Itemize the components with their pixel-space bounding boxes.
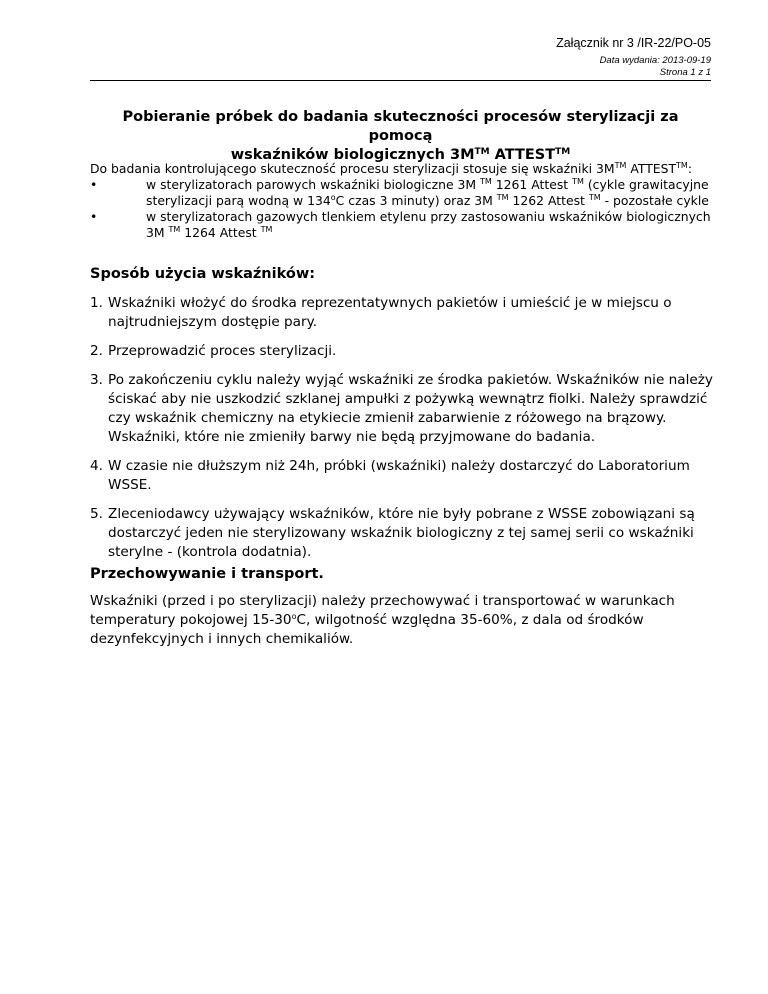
bullet1-text-f: - pozostałe cykle	[600, 193, 709, 208]
bullet2-tm-1: TM	[168, 225, 181, 234]
bullet2-tm-2: TM	[260, 225, 273, 234]
bullet1-text-c: (cykle grawitacyjne sterylizacji parą wodną w 134	[146, 177, 709, 208]
header-page-number: Strona 1 z 1	[659, 67, 711, 78]
intro-text-b: ATTEST	[626, 161, 677, 176]
bullet-symbol: •	[90, 177, 98, 192]
header-annex-number: Załącznik nr 3 /IR-22/PO-05	[556, 36, 711, 50]
bullet1-text-d: C czas 3 minuty) oraz 3M	[335, 193, 497, 208]
title-line-2b: ATTEST	[489, 147, 556, 163]
bullet-steam-sterilizers	[90, 177, 715, 209]
bullet1-text-b: 1261 Attest	[491, 177, 573, 192]
bullet2-text-b: 1264 Attest	[180, 225, 261, 240]
storage-text-b: C, wilgotność względna 35-60%, z dala od środków dezynfekcyjnych i innych chemikaliów.	[90, 612, 644, 647]
usage-step	[90, 505, 715, 562]
bullet2-text-a: w sterylizatorach gazowych tlenkiem etylenu przy zastosowaniu wskaźników biologicznych 3M	[146, 209, 711, 240]
title-line-2a: wskaźników biologicznych 3M	[230, 147, 475, 163]
bullet-gas-sterilizers	[90, 209, 715, 241]
usage-step	[90, 294, 715, 332]
bullet1-tm-3: TM	[496, 193, 509, 202]
step-number: 5.	[90, 506, 103, 522]
sterilizer-bullet-list	[90, 177, 715, 241]
header-divider	[90, 80, 711, 81]
bullet1-tm-2: TM	[572, 177, 584, 186]
intro-paragraph	[90, 161, 715, 177]
intro-tm-1: TM	[614, 161, 627, 170]
storage-heading: Przechowywanie i transport.	[90, 566, 324, 582]
title-line-1: Pobieranie próbek do badania skuteczności procesów sterylizacji za pomocą	[122, 109, 679, 144]
usage-heading: Sposób użycia wskaźników:	[90, 266, 316, 282]
step-text: Wskaźniki włożyć do środka reprezentatywnych pakietów i umieścić je w miejscu o najtrudniejszym dostępie pary.	[108, 295, 672, 330]
step-text: W czasie nie dłuższym niż 24h, próbki (wskaźniki) należy dostarczyć do Laboratorium WSSE.	[108, 458, 690, 493]
step-number: 1.	[90, 295, 103, 311]
usage-step	[90, 371, 715, 447]
bullet-symbol: •	[90, 209, 98, 224]
title-tm-2: TM	[555, 147, 571, 157]
header-issue-date: Data wydania: 2013-09-19	[599, 55, 711, 66]
intro-text-c: :	[687, 161, 693, 176]
step-text: Zleceniodawcy używający wskaźników, które nie były pobrane z WSSE zobowiązani są dostarczyć jeden nie sterylizowany wskaźnik biologiczny z tej samej serii co wskaźniki sterylne - (kontrola dodatnia).	[108, 506, 695, 560]
storage-text-a: Wskaźniki (przed i po sterylizacji) należy przechowywać i transportować w warunkach temperatury pokojowej 15-30	[90, 593, 675, 628]
bullet1-tm-1: TM	[480, 177, 492, 186]
step-text: Po zakończeniu cyklu należy wyjąć wskaźniki ze środka pakietów. Wskaźników nie należy ściskać aby nie uszkodzić szklanej ampułki z pożywką wewnątrz fiolki. Należy sprawdzić czy wskaźnik chemiczny na etykiecie zmienił zabarwienie z różowego na brązowy. Wskaźniki, które nie zmieniły barwy nie będą przyjmowane do badania.	[108, 372, 713, 445]
usage-step	[90, 342, 715, 361]
storage-paragraph	[90, 592, 715, 649]
step-number: 2.	[90, 343, 103, 359]
document-title	[90, 108, 711, 165]
bullet1-text-e: 1262 Attest	[508, 193, 589, 208]
bullet1-tm-4: TM	[588, 193, 601, 202]
step-number: 3.	[90, 372, 103, 388]
usage-step	[90, 457, 715, 495]
bullet1-text-a: w sterylizatorach parowych wskaźniki biologiczne 3M	[146, 177, 481, 192]
bullet1-degree: o	[330, 193, 336, 202]
usage-steps-list	[90, 294, 715, 572]
storage-degree: o	[291, 612, 297, 621]
step-text: Przeprowadzić proces sterylizacji.	[108, 343, 337, 359]
intro-text-a: Do badania kontrolującego skuteczność procesu sterylizacji stosuje się wskaźniki 3M	[90, 161, 615, 176]
step-number: 4.	[90, 458, 103, 474]
intro-tm-2: TM	[676, 161, 688, 170]
title-tm-1: TM	[474, 147, 490, 157]
